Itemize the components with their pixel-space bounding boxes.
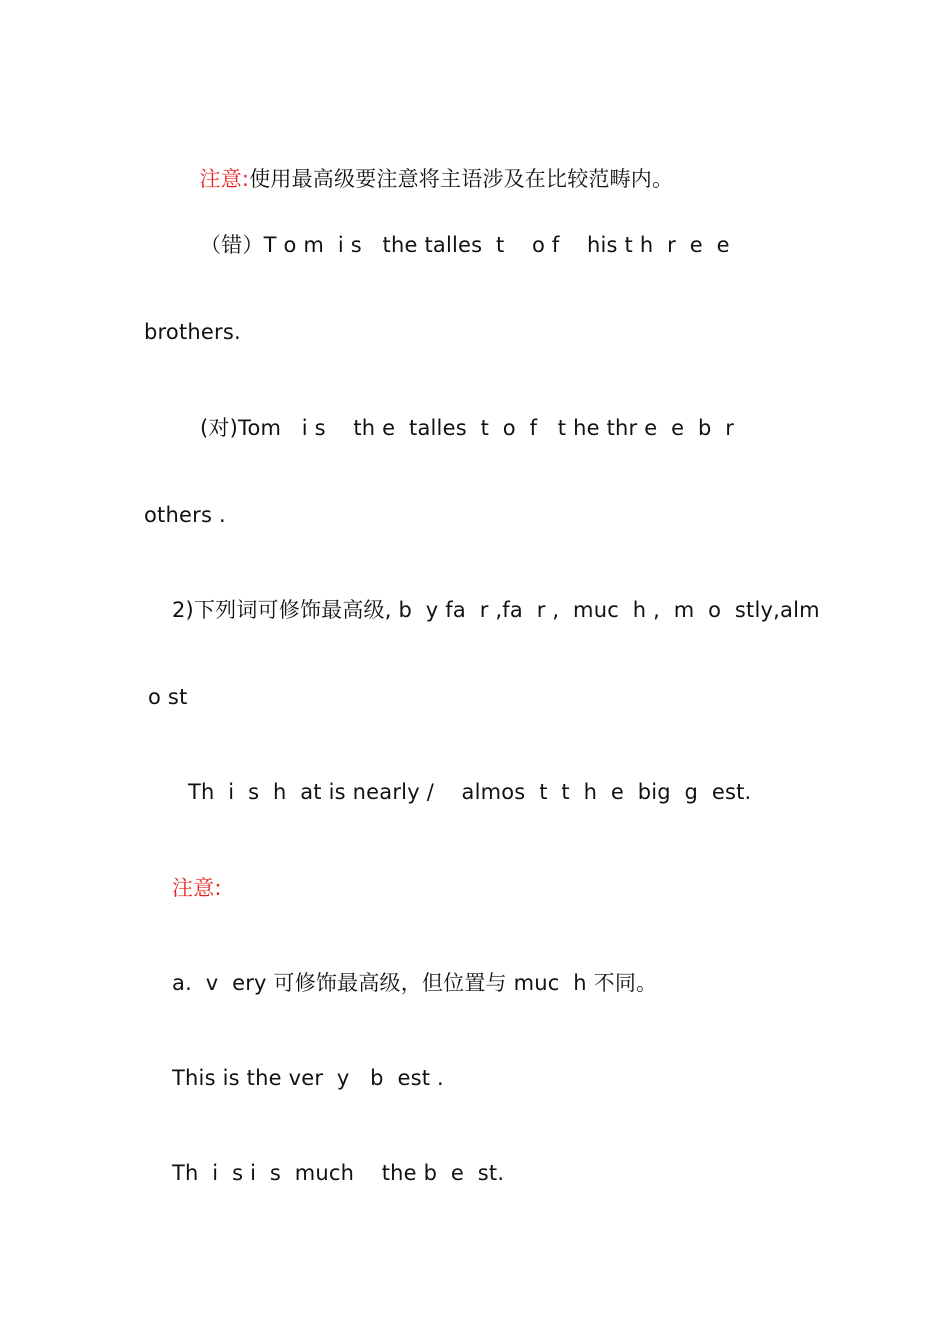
rule-very-line: a. v ery 可修饰最高级，但位置与 muc h 不同。: [172, 971, 658, 995]
example-very-best: This is the ver y b est .: [172, 1066, 444, 1090]
note-line-1: [172, 137, 673, 221]
note-label-2: 注意:: [172, 876, 222, 900]
example-much-best: Th i s i s much the b e st.: [172, 1161, 505, 1185]
modifier-list-line-2: o st: [148, 685, 188, 709]
wrong-example-line-2: brothers.: [144, 320, 241, 344]
note-label: 注意:: [199, 167, 250, 191]
right-example-line-2: others .: [144, 503, 226, 527]
example-sentence-almost: Th i s h at is nearly / almos t t h e big g est.: [188, 780, 752, 804]
modifier-list-line-1: 2)下列词可修饰最高级, b y fa r ,fa r , muc h , m o stly,alm: [172, 598, 820, 622]
wrong-example-line-1: （错）T o m i s the talles t o f his t h r e e: [200, 233, 730, 257]
note-text: 使用最高级要注意将主语涉及在比较范畴内。: [249, 167, 674, 191]
right-example-line-1: (对)Tom i s th e talles t o f t he thr e e b r: [200, 416, 735, 440]
